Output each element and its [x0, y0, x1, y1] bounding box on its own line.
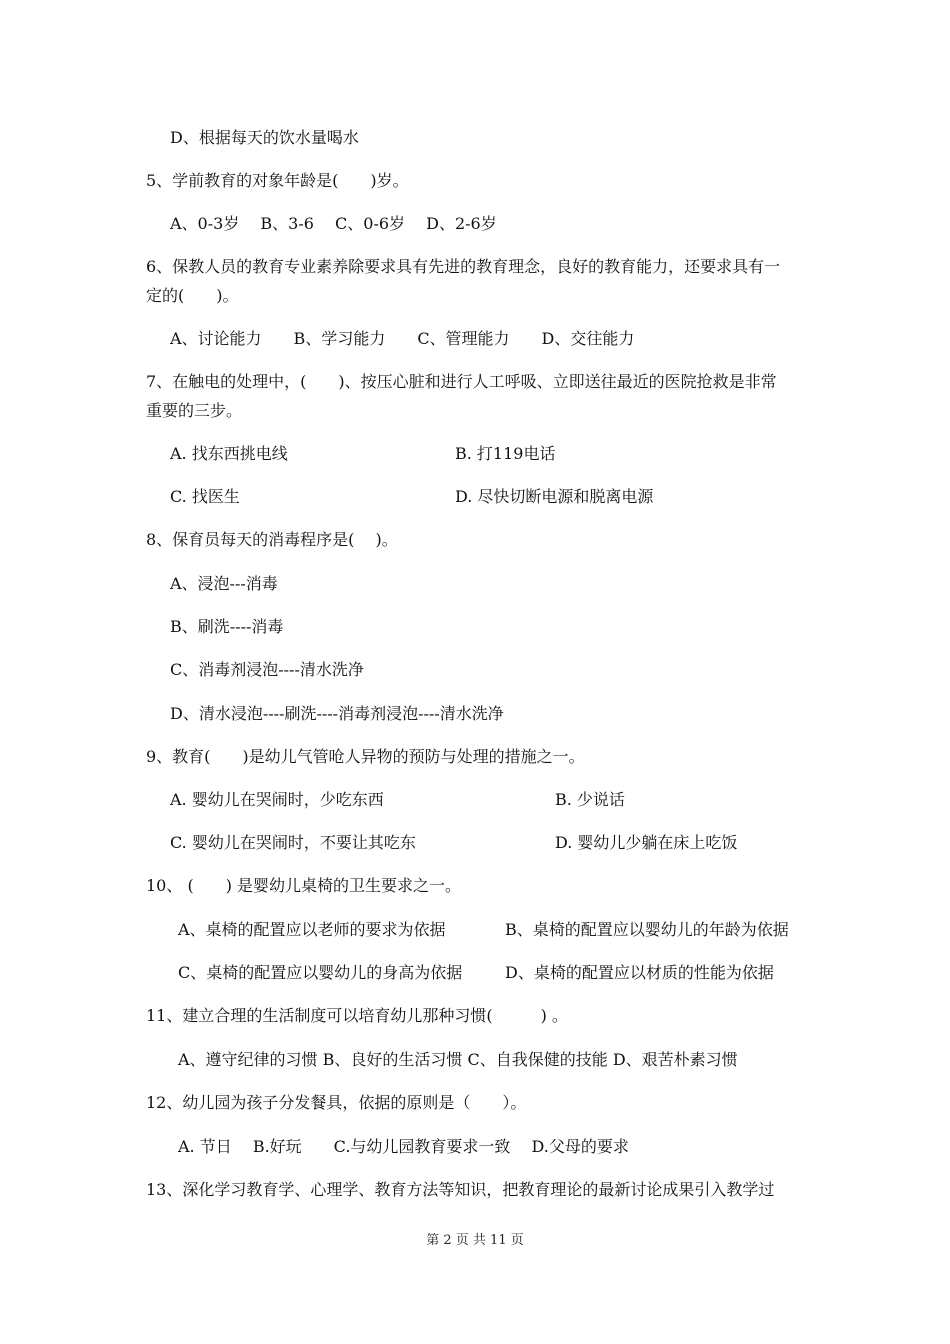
- question-line: 8、保育员每天的消毒程序是( )。: [146, 530, 398, 549]
- option-line: A. 节日 B.好玩 C.与幼儿园教育要求一致 D.父母的要求: [178, 1137, 629, 1156]
- option-line: A. 婴幼儿在哭闹时，少吃东西: [170, 790, 384, 809]
- option-line: C. 婴幼儿在哭闹时，不要让其吃东: [170, 833, 416, 852]
- question-line: 6、保教人员的教育专业素养除要求具有先进的教育理念，良好的教育能力，还要求具有一: [146, 257, 781, 276]
- option-line: A、0-3岁 B、3-6 C、0-6岁 D、2-6岁: [170, 214, 497, 233]
- option-line: C、桌椅的配置应以婴幼儿的身高为依据: [178, 963, 463, 982]
- option-line: A、桌椅的配置应以老师的要求为依据: [178, 920, 446, 939]
- option-line: C. 找医生: [170, 487, 240, 506]
- question-line: 7、在触电的处理中，( )、按压心脏和进行人工呼吸、立即送往最近的医院抢救是非常: [146, 372, 777, 391]
- question-line: 12、幼儿园为孩子分发餐具，依据的原则是（ ）。: [146, 1093, 527, 1112]
- question-line: 定的( )。: [146, 286, 239, 305]
- option-line: A. 找东西挑电线: [170, 444, 288, 463]
- question-line: 重要的三步。: [146, 401, 243, 420]
- question-line: 5、学前教育的对象年龄是( )岁。: [146, 171, 409, 190]
- option-line: A、遵守纪律的习惯 B、良好的生活习惯 C、自我保健的技能 D、艰苦朴素习惯: [178, 1050, 738, 1069]
- option-line: D. 尽快切断电源和脱离电源: [455, 487, 654, 506]
- option-line: D. 婴幼儿少躺在床上吃饭: [555, 833, 738, 852]
- question-line: 10、 ( ) 是婴幼儿桌椅的卫生要求之一。: [146, 876, 462, 895]
- option-line: D、根据每天的饮水量喝水: [170, 128, 359, 147]
- option-line: B. 打119电话: [455, 444, 556, 463]
- option-line: A、浸泡---消毒: [170, 574, 278, 593]
- option-line: A、讨论能力 B、学习能力 C、管理能力 D、交往能力: [170, 329, 635, 348]
- option-line: C、消毒剂浸泡----清水洗净: [170, 660, 364, 679]
- option-line: B. 少说话: [555, 790, 625, 809]
- option-line: D、清水浸泡----刷洗----消毒剂浸泡----清水洗净: [170, 704, 504, 723]
- question-line: 13、深化学习教育学、心理学、教育方法等知识，把教育理论的最新讨论成果引入教学过: [146, 1180, 775, 1199]
- option-line: B、桌椅的配置应以婴幼儿的年龄为依据: [505, 920, 789, 939]
- question-line: 11、建立合理的生活制度可以培育幼儿那种习惯( ) 。: [146, 1006, 568, 1025]
- option-line: B、刷洗----消毒: [170, 617, 284, 636]
- option-line: D、桌椅的配置应以材质的性能为依据: [505, 963, 774, 982]
- page-footer: 第 2 页 共 11 页: [426, 1233, 524, 1248]
- question-line: 9、教育( )是幼儿气管呛人异物的预防与处理的措施之一。: [146, 747, 585, 766]
